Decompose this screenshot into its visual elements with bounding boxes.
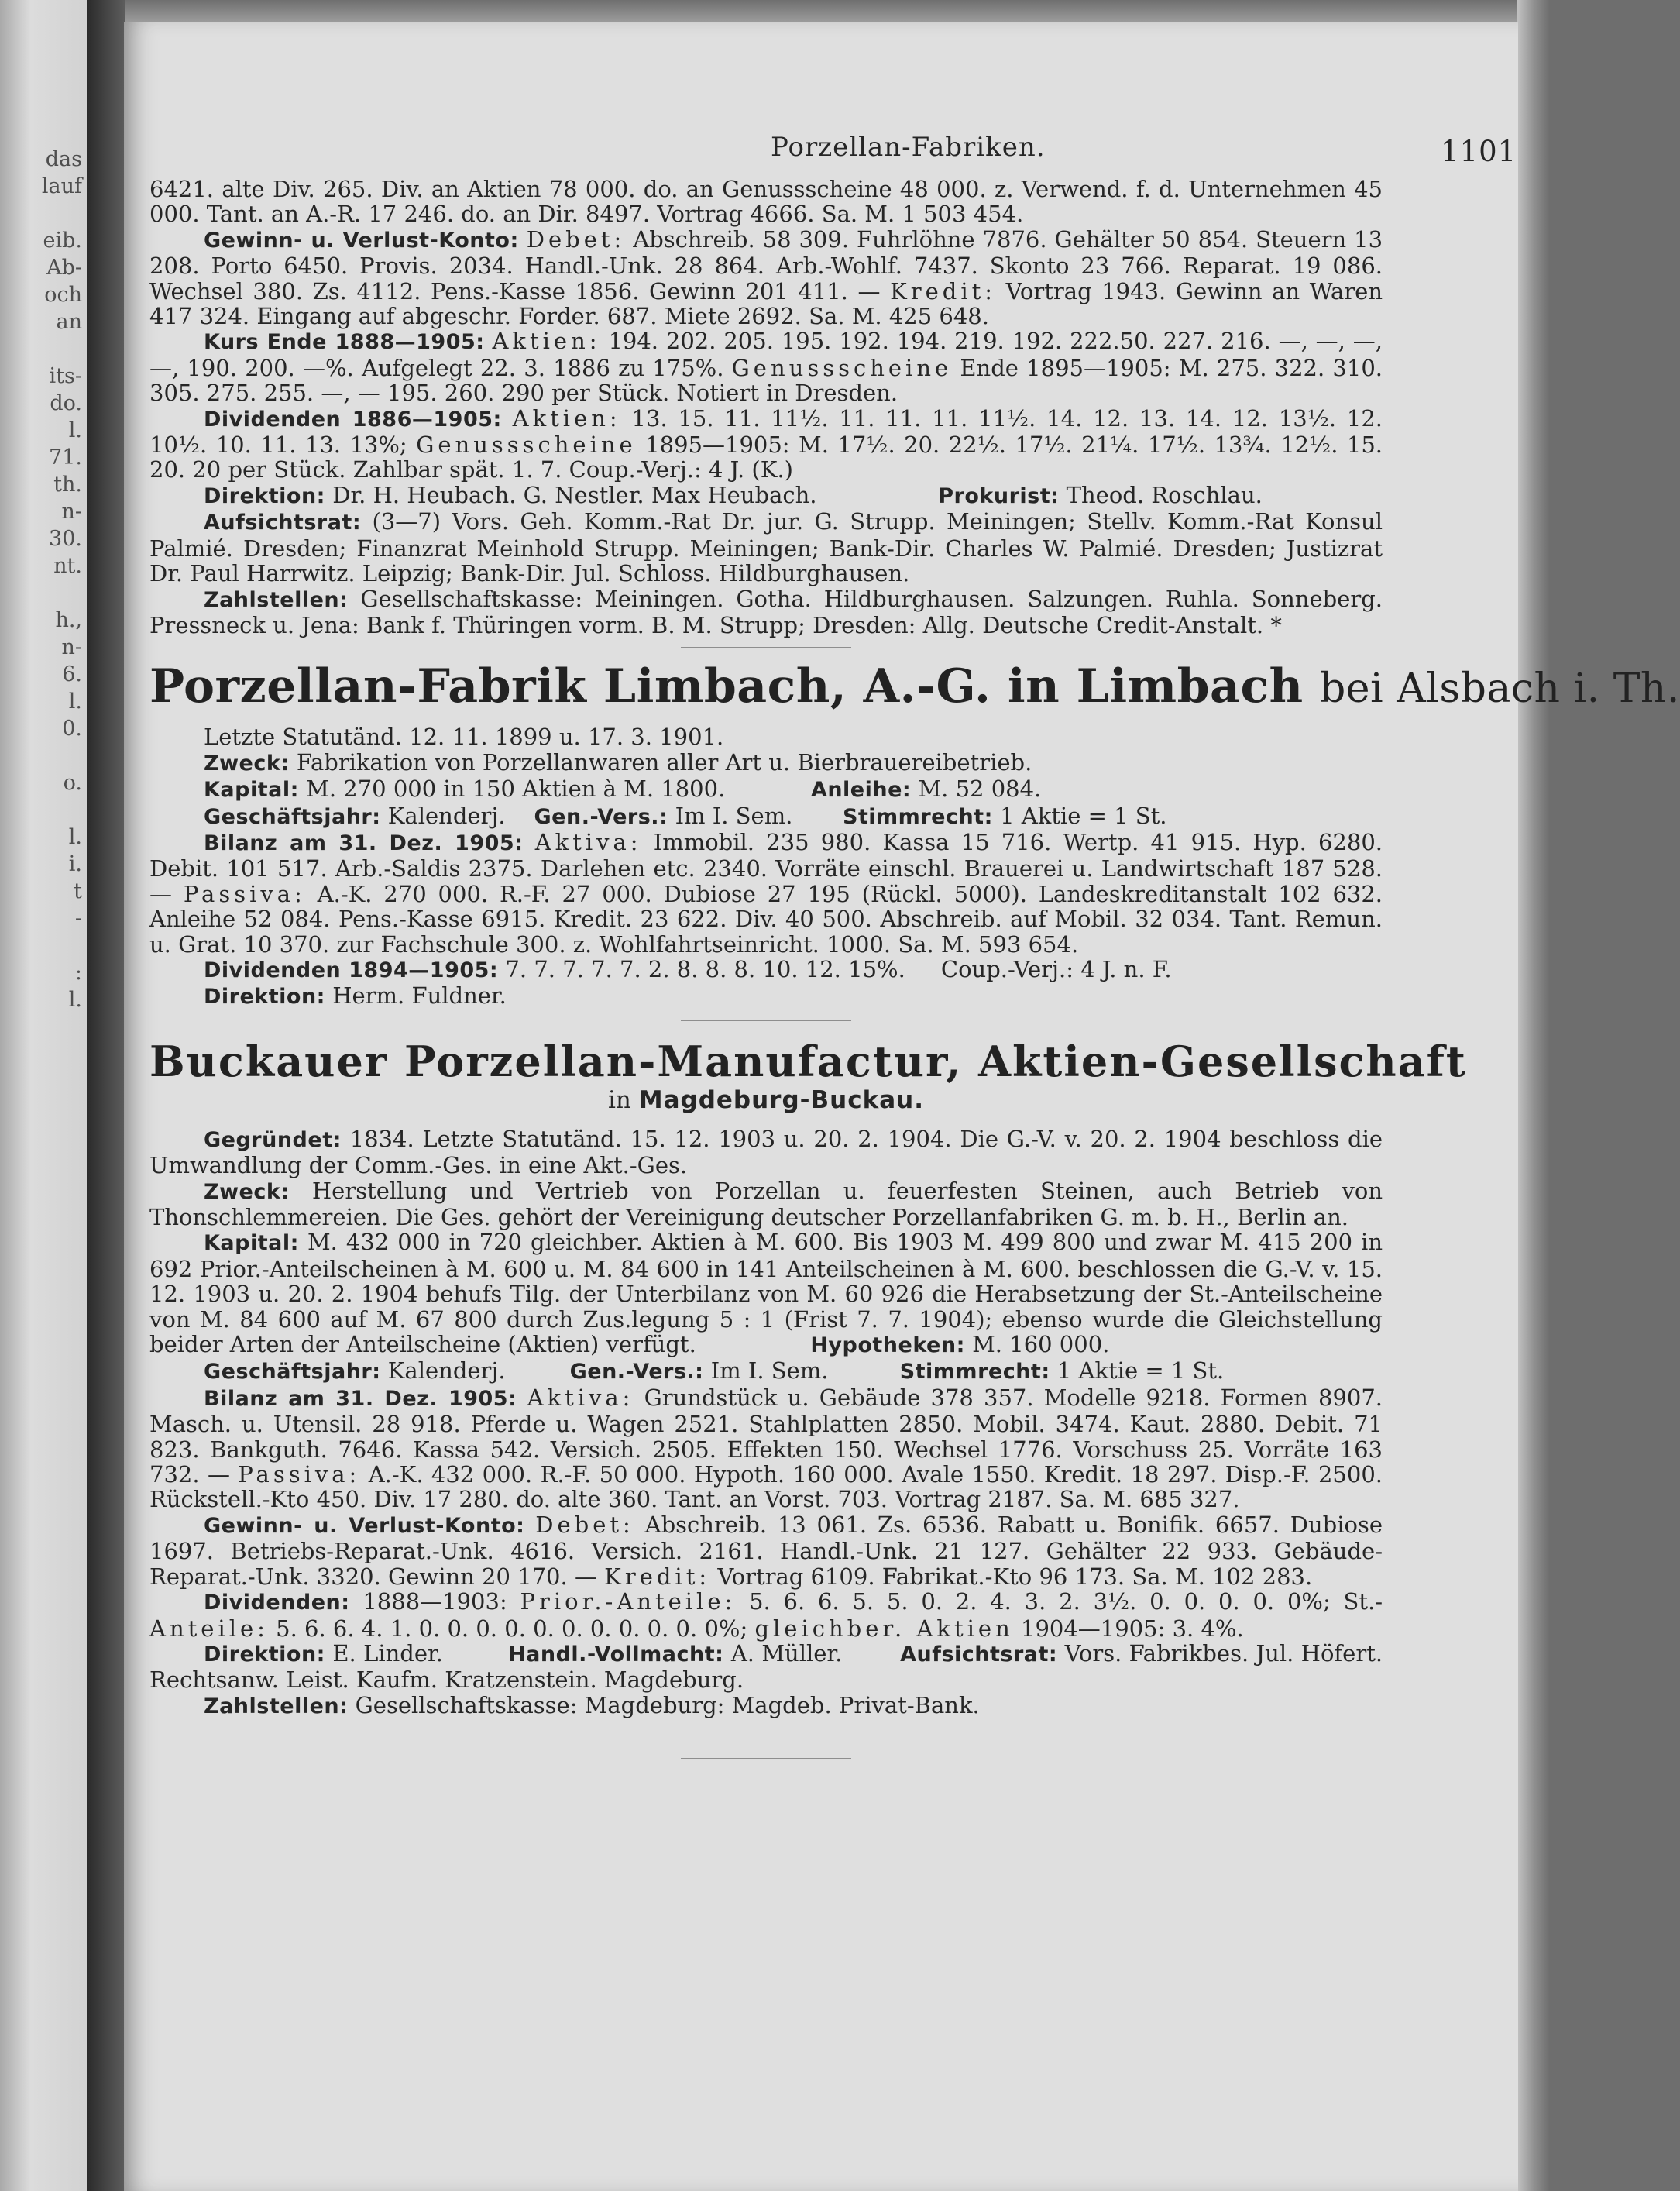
geschaeftsjahr-paragraph: Geschäftsjahr: Kalenderj. Gen.-Vers.: Im I. Sem. Stimmrecht: 1 Aktie = 1 St. [204, 1357, 1225, 1384]
previous-page-fragment: l. [68, 418, 82, 442]
previous-page-fragment: t [74, 879, 82, 903]
section-divider [681, 647, 851, 648]
field-label: Direktion: [204, 483, 325, 508]
field-label: Zahlstellen: [204, 587, 349, 612]
previous-page-fragment: : [74, 961, 82, 985]
kapital-paragraph: Kapital: M. 270 000 in 150 Aktien à M. 1800. Anleihe: M. 52 084. [204, 776, 1042, 803]
bilanz-paragraph: Bilanz am 31. Dez. 1905: Aktiva: Grundstück u. Gebäude 378 357. Modelle 9218. Formen 8907. Masch. u. Utensil. 28 918. Pferde u. Wagen 2521. Stahlplatten 2850. Mobil. 3474. Kaut. 2880. Debit. 71 823. Bankguth. 7646. Kassa 542. Versich. 2505. Effekten 150. Wechsel 1776. Vorschuss 25. Vorräte 163 732. — Passiva: A.-K. 432 000. R.-F. 50 000. Hypoth. 160 000. Avale 1550. Kredit. 18 297. Disp.-F. 2500. Rückstell.-Kto 450. Div. 17 280. do. alte 360. Tant. an Vorst. 703. Vortrag 2187. Sa. M. 685 327. [149, 1384, 1383, 1513]
previous-page-fragment: och [44, 283, 82, 307]
previous-page-fragment: its- [49, 364, 82, 388]
previous-page-fragment: 30. [49, 527, 82, 551]
previous-page-fragment: 71. [49, 445, 82, 470]
previous-page-fragment: lauf [41, 174, 82, 198]
previous-page-fragment: nt. [53, 554, 82, 578]
previous-page-fragment: 6. [62, 662, 82, 686]
gv-konto-paragraph: Gewinn- u. Verlust-Konto: Debet: Abschreib. 58 309. Fuhrlöhne 7876. Gehälter 50 854. Steuern 13 208. Porto 6450. Provis. 2034. Handl.-Unk. 28 864. Arb.-Wohlf. 7437. Skonto 23 766. Reparat. 19 086. Wechsel 380. Zs. 4112. Pens.-Kasse 1856. Gewinn 201 411. — Kredit: Vortrag 1943. Gewinn an Waren 417 324. Eingang auf abgeschr. Forder. 687. Miete 2692. Sa. M. 425 648. [149, 225, 1383, 330]
previous-page-fragment: l. [68, 988, 82, 1012]
previous-page-fragment: th. [53, 473, 82, 497]
dividenden-paragraph: Dividenden 1886—1905: Aktien: 13. 15. 11. 11½. 11. 11. 11. 11½. 14. 12. 13. 14. 12. 13½. 12. 10½. 10. 11. 13. 13%; Genussscheine 1895—1905: M. 17½. 20. 22½. 17½. 21¼. 17½. 13¾. 12½. 15. 20. 20 per Stück. Zahlbar spät. 1. 7. Coup.-Verj.: 4 J. (K.) [149, 404, 1383, 483]
aufsichtsrat-paragraph: Aufsichtsrat: (3—7) Vors. Geh. Komm.-Rat Dr. jur. G. Strupp. Meiningen; Stellv. Komm.-Rat Konsul Palmié. Dresden; Finanzrat Meinhold Strupp. Meiningen; Bank-Dir. Charles W. Palmié. Dresden; Justizrat Dr. Paul Harrwitz. Leipzig; Bank-Dir. Jul. Schloss. Hildburghausen. [149, 508, 1383, 587]
bilanz-paragraph: Bilanz am 31. Dez. 1905: Aktiva: Immobil. 235 980. Kassa 15 716. Wertp. 41 915. Hyp. 6280. Debit. 101 517. Arb.-Saldis 2375. Darlehen etc. 2340. Vorräte einschl. Brauerei u. Landwirtschaft 187 528. — Passiva: A.-K. 270 000. R.-F. 27 000. Dubiose 27 195 (Rückl. 5000). Landeskreditanstalt 102 632. Anleihe 52 084. Pens.-Kasse 6915. Kredit. 23 622. Div. 40 500. Abschreib. auf Mobil. 32 034. Tant. Remun. u. Grat. 10 370. zur Fachschule 300. z. Wohlfahrtseinricht. 1000. Sa. M. 593 654. [149, 828, 1383, 958]
previous-page-fragment: h., [55, 608, 82, 632]
company-title: Buckauer Porzellan-Manufactur, Aktien-Gesellschaft [149, 1036, 1467, 1086]
page-number: 1101 [1441, 135, 1517, 168]
previous-page-fragment: das [45, 147, 82, 171]
previous-page-fragment: i. [68, 852, 82, 876]
direktion-paragraph: Direktion: Dr. H. Heubach. G. Nestler. Max Heubach. Prokurist: Theod. Roschlau. [149, 483, 1383, 509]
dividenden-paragraph: Dividenden: 1888—1903: Prior.-Anteile: 5. 6. 6. 5. 5. 0. 2. 4. 3. 2. 3½. 0. 0. 0. 0. 0%; St.- Anteile: 5. 6. 6. 4. 1. 0. 0. 0. 0. 0. 0. 0. 0. 0. 0. 0%; gleichber. Aktien 1904—1905: 3. 4%. [149, 1588, 1383, 1642]
direktion-paragraph: Direktion: E. Linder. Handl.-Vollmacht: A. Müller. Aufsichtsrat: Vors. Fabrikbes. Jul. Höfert. Rechtsanw. Leist. Kaufm. Kratzenstein. Magdeburg. [149, 1639, 1383, 1694]
kurs-paragraph: Kurs Ende 1888—1905: Aktien: 194. 202. 205. 195. 192. 194. 219. 192. 222.50. 227. 216. —, —, —, —, 190. 200. —%. Aufgelegt 22. 3. 1886 zu 175%. Genussscheine Ende 1895—1905: M. 275. 322. 310. 305. 275. 255. —, — 195. 260. 290 per Stück. Notiert in Dresden. [149, 328, 1383, 407]
previous-page-fragment: l. [68, 825, 82, 849]
section-divider [681, 1758, 851, 1759]
kapital-paragraph: Kapital: M. 432 000 in 720 gleichber. Aktien à M. 600. Bis 1903 M. 499 800 und zwar M. 415 200 in 692 Prior.-Anteilscheinen à M. 600 u. M. 84 600 in 141 Anteilscheinen à M. 600. beschlossen die G.-V. v. 15. 12. 1903 u. 20. 2. 1904 behufs Tilg. der Unterbilanz von M. 60 926 die Herabsetzung der St.-Anteilscheine von M. 84 600 auf M. 67 800 durch Zus.legung 5 : 1 (Frist 7. 7. 1904); ebenso wurde die Gleichstellung beider Arten der Anteilscheine (Aktien) verfügt. Hypotheken: M. 160 000. [149, 1229, 1383, 1358]
field-label: Gewinn- u. Verlust-Konto: [204, 228, 519, 253]
zweck-paragraph: Zweck: Fabrikation von Porzellanwaren aller Art u. Bierbrauereibetrieb. [204, 748, 1032, 776]
zahlstellen-paragraph: Zahlstellen: Gesellschaftskasse: Meiningen. Gotha. Hildburghausen. Salzungen. Ruhla. Sonneberg. Pressneck u. Jena: Bank f. Thüringen vorm. B. M. Strupp; Dresden: Allg. Deutsche Credit-Anstalt. * [149, 585, 1383, 638]
field-label: Kurs Ende 1888—1905: [204, 330, 485, 355]
scan-top-band [0, 0, 1549, 23]
running-title: Porzellan-Fabriken. [771, 132, 1046, 163]
zweck-paragraph: Zweck: Herstellung und Vertrieb von Porzellan u. feuerfesten Steinen, auch Betrieb von Thonschlemmereien. Die Ges. gehört der Vereinigung deutscher Porzellanfabriken G. m. b. H., Berlin an. [149, 1177, 1383, 1230]
previous-page-fragment: - [74, 906, 82, 930]
statut-paragraph: Letzte Statutänd. 12. 11. 1899 u. 17. 3. 1901. [204, 724, 724, 751]
field-label: Aufsichtsrat: [204, 511, 362, 535]
zahlstellen-paragraph: Zahlstellen: Gesellschaftskasse: Magdeburg: Magdeb. Privat-Bank. [204, 1691, 980, 1718]
company-location: in Magdeburg-Buckau. [608, 1085, 924, 1114]
company-title: Porzellan-Fabrik Limbach, A.-G. in Limbach bei Alsbach i. Th. [149, 659, 1680, 714]
previous-page-fragment: do. [50, 391, 82, 415]
opening-lines: 6421. alte Div. 265. Div. an Aktien 78 000. do. an Genussscheine 48 000. z. Verwend. f. d. Unternehmen 45 000. Tant. an A.-R. 17 246. do. an Dir. 8497. Vortrag 4666. Sa. M. 1 503 454. [149, 176, 1383, 228]
continued-entry [149, 177, 1383, 638]
previous-page-edge [0, 0, 87, 2191]
dividenden-paragraph: Dividenden 1894—1905: 7. 7. 7. 7. 7. 2. 8. 8. 8. 10. 12. 15%. Coup.-Verj.: 4 J. n. F. [204, 955, 1172, 982]
page-right-edge [1517, 0, 1549, 2191]
company-entry-buckau [149, 1036, 1467, 1719]
previous-page-fragment: n- [61, 635, 82, 659]
previous-page-fragment: Ab- [46, 256, 82, 280]
direktion-paragraph: Direktion: Herm. Fuldner. [204, 982, 507, 1010]
book-spine [87, 0, 125, 2191]
gegruendet-paragraph: Gegründet: 1834. Letzte Statutänd. 15. 12. 1903 u. 20. 2. 1904. Die G.-V. v. 20. 2. 1904 beschloss die Umwandlung der Comm.-Ges. in eine Akt.-Ges. [149, 1125, 1383, 1179]
previous-page-fragment: o. [63, 771, 82, 795]
gv-konto-paragraph: Gewinn- u. Verlust-Konto: Debet: Abschreib. 13 061. Zs. 6536. Rabatt u. Bonifik. 6657. Dubiose 1697. Betriebs-Reparat.-Unk. 4616. Versich. 2161. Handl.-Unk. 21 127. Gehälter 22 933. Gebäude-Reparat.-Unk. 3320. Gewinn 20 170. — Kredit: Vortrag 6109. Fabrikat.-Kto 96 173. Sa. M. 102 283. [149, 1511, 1383, 1590]
field-label: Dividenden 1886—1905: [204, 407, 502, 432]
previous-page-fragment: eib. [43, 229, 82, 253]
previous-page-fragment: 0. [62, 717, 82, 741]
previous-page-fragment: n- [61, 500, 82, 524]
company-entry-limbach [149, 659, 1680, 1010]
section-divider [681, 1020, 851, 1021]
geschaeftsjahr-paragraph: Geschäftsjahr: Kalenderj. Gen.-Vers.: Im I. Sem. Stimmrecht: 1 Aktie = 1 St. [204, 802, 1167, 829]
previous-page-fragment: l. [68, 690, 82, 714]
page-content [149, 176, 1680, 1769]
previous-page-fragment: an [56, 310, 82, 334]
